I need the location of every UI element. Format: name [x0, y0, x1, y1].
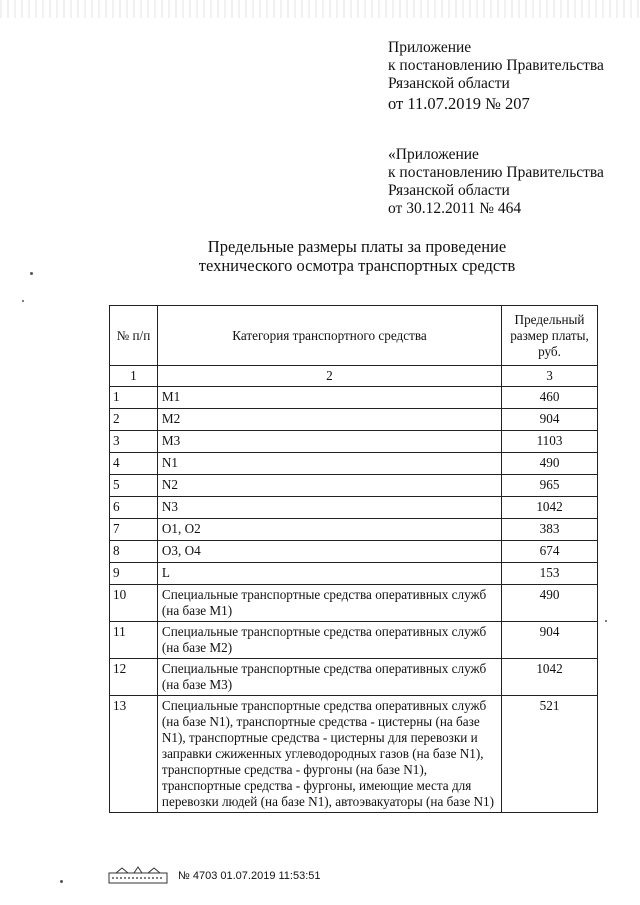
row-number: 7	[110, 519, 158, 541]
row-category: N3	[157, 497, 501, 519]
table-row	[110, 497, 598, 519]
table-row	[110, 431, 598, 453]
table-row	[110, 453, 598, 475]
header-number: № п/п	[110, 306, 158, 366]
table-row	[110, 622, 598, 659]
row-number: 8	[110, 541, 158, 563]
row-price: 1042	[502, 659, 598, 696]
scan-speck	[605, 620, 607, 622]
document-title	[0, 237, 640, 275]
title-line-2: технического осмотра транспортных средств	[198, 256, 516, 275]
row-price: 521	[502, 696, 598, 813]
prev-approval-line-3: Рязанской области	[388, 182, 510, 199]
approval-line-1: Приложение	[388, 39, 472, 56]
row-number: 11	[110, 622, 158, 659]
row-price: 490	[502, 585, 598, 622]
table-row	[110, 409, 598, 431]
scan-noise-top	[0, 0, 640, 18]
row-category: Специальные транспортные средства оперативных служб (на базе N1), транспортные средства - цистерны (на базе N1), транспортные средства - цистерны для перевозки и заправки сжиженных углеводородных газов (на базе N1), транспортные средства - фургоны (на базе N1), транспортные средства - фургоны, имеющие места для перевозки людей (на базе N1), автоэвакуаторы (на базе N1)	[157, 696, 501, 813]
table-row	[110, 541, 598, 563]
row-number: 6	[110, 497, 158, 519]
row-number: 12	[110, 659, 158, 696]
row-price: 674	[502, 541, 598, 563]
registration-stamp: № 4703 01.07.2019 11:53:51	[178, 870, 321, 882]
registry-stamp-icon	[108, 866, 168, 886]
row-number: 5	[110, 475, 158, 497]
row-category: N2	[157, 475, 501, 497]
row-number: 1	[110, 387, 158, 409]
column-index-row	[110, 366, 598, 387]
header-price: Предельный размер платы, руб.	[502, 306, 598, 366]
row-number: 9	[110, 563, 158, 585]
approval-block	[388, 39, 604, 113]
row-price: 153	[502, 563, 598, 585]
approval-line-3: Рязанской области	[388, 75, 510, 92]
fee-table	[109, 305, 598, 813]
row-number: 13	[110, 696, 158, 813]
approval-date: от 11.07.2019 № 207	[388, 94, 530, 113]
scan-speck	[22, 300, 24, 302]
column-index-1: 1	[110, 366, 158, 387]
title-line-1: Предельные размеры платы за проведение	[207, 237, 507, 256]
table-row	[110, 475, 598, 497]
header-category: Категория транспортного средства	[157, 306, 501, 366]
row-category: M2	[157, 409, 501, 431]
prev-approval-line-1: «Приложение	[388, 146, 479, 163]
row-price: 383	[502, 519, 598, 541]
table-row	[110, 387, 598, 409]
row-price: 460	[502, 387, 598, 409]
row-number: 4	[110, 453, 158, 475]
prev-approval-date: от 30.12.2011 № 464	[388, 200, 522, 217]
column-index-3: 3	[502, 366, 598, 387]
row-category: N1	[157, 453, 501, 475]
row-category: Специальные транспортные средства оперативных служб (на базе M3)	[157, 659, 501, 696]
approval-line-2: к постановлению Правительства	[388, 57, 604, 74]
table-row	[110, 696, 598, 813]
row-price: 490	[502, 453, 598, 475]
previous-approval-block	[388, 146, 604, 218]
row-category: L	[157, 563, 501, 585]
row-price: 1042	[502, 497, 598, 519]
table-row	[110, 563, 598, 585]
row-price: 1103	[502, 431, 598, 453]
row-category: O1, O2	[157, 519, 501, 541]
row-category: Специальные транспортные средства оперативных служб (на базе M1)	[157, 585, 501, 622]
table-row	[110, 585, 598, 622]
prev-approval-line-2: к постановлению Правительства	[388, 164, 604, 181]
row-category: M1	[157, 387, 501, 409]
column-index-2: 2	[157, 366, 501, 387]
table-row	[110, 519, 598, 541]
row-number: 3	[110, 431, 158, 453]
scan-speck	[60, 880, 63, 883]
footer	[108, 866, 321, 886]
row-number: 10	[110, 585, 158, 622]
row-number: 2	[110, 409, 158, 431]
row-price: 965	[502, 475, 598, 497]
row-category: O3, O4	[157, 541, 501, 563]
scan-speck	[30, 272, 33, 275]
table-row	[110, 659, 598, 696]
row-price: 904	[502, 409, 598, 431]
row-price: 904	[502, 622, 598, 659]
row-category: Специальные транспортные средства оперативных служб (на базе M2)	[157, 622, 501, 659]
row-category: M3	[157, 431, 501, 453]
